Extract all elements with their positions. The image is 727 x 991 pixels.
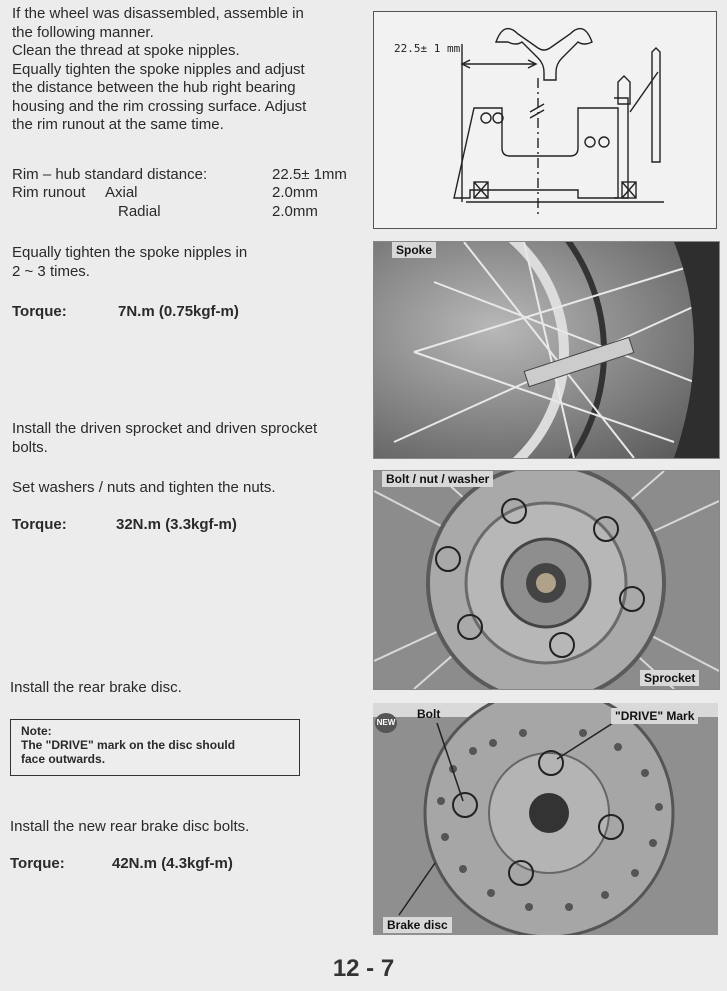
sprocket-step-line: bolts. <box>12 438 48 456</box>
disc-step-line2: Install the new rear brake disc bolts. <box>10 818 250 835</box>
spec-radial-label: Radial <box>118 203 161 220</box>
intro-line: the rim runout at the same time. <box>12 116 224 133</box>
brake-disc-photo <box>373 703 718 935</box>
intro-line: Equally tighten the spoke nipples and adjust <box>12 60 305 78</box>
disc-callout-disc: Brake disc <box>383 917 452 933</box>
spoke-torque <box>12 303 362 323</box>
spoke-step-text <box>12 244 362 281</box>
spoke-photo <box>373 241 720 459</box>
sprocket-step-line: Install the driven sprocket and driven sprocket <box>12 420 318 437</box>
spoke-photo-image <box>374 242 719 458</box>
brake-disc-photo-image <box>373 703 718 935</box>
spoke-callout: Spoke <box>392 242 436 258</box>
sprocket-step-line2: Set washers / nuts and tighten the nuts. <box>12 479 276 496</box>
intro-line: housing and the rim crossing surface. Adjust <box>12 97 307 115</box>
disc-callout-bolt: Bolt <box>417 707 441 721</box>
sprocket-photo-image <box>374 471 719 689</box>
note-box <box>10 719 300 776</box>
sprocket-step-text <box>12 420 362 457</box>
spoke-step-line: 2 ~ 3 times. <box>12 262 90 280</box>
intro-line: the distance between the hub right bearing <box>12 79 296 96</box>
page-number: 12 - 7 <box>332 955 395 982</box>
intro-line: the following manner. <box>12 23 154 41</box>
torque-value: 32N.m (3.3kgf-m) <box>116 516 237 533</box>
intro-line: Clean the thread at spoke nipples. <box>12 42 240 59</box>
spoke-step-line: Equally tighten the spoke nipples in <box>12 244 248 261</box>
torque-value: 42N.m (4.3kgf-m) <box>112 855 233 872</box>
disc-torque <box>10 855 360 875</box>
new-badge-label: NEW <box>376 718 396 727</box>
sprocket-photo <box>373 470 720 690</box>
sprocket-callout-top: Bolt / nut / washer <box>382 471 493 487</box>
disc-callout-drive: "DRIVE" Mark <box>611 708 698 724</box>
spec-radial-value: 2.0mm <box>272 203 318 220</box>
new-badge-icon <box>375 713 397 733</box>
intro-line: If the wheel was disassembled, assemble in <box>12 5 304 22</box>
note-title: Note: <box>21 724 52 738</box>
disc-step-line1: Install the rear brake disc. <box>10 679 182 696</box>
sprocket-callout-bottom: Sprocket <box>640 670 699 686</box>
hub-distance-diagram <box>373 11 717 229</box>
spec-distance-value: 22.5± 1mm <box>272 166 347 183</box>
spec-runout-label: Rim runout <box>12 184 86 201</box>
torque-label: Torque: <box>12 303 67 320</box>
note-line: The "DRIVE" mark on the disc should <box>21 738 236 752</box>
note-line: face outwards. <box>21 752 106 766</box>
intro-paragraph <box>12 5 362 135</box>
torque-value: 7N.m (0.75kgf-m) <box>118 303 239 320</box>
torque-label: Torque: <box>12 516 67 533</box>
sprocket-torque <box>12 516 362 536</box>
torque-label: Torque: <box>10 855 65 872</box>
spec-distance-label: Rim – hub standard distance: <box>12 166 208 183</box>
spec-axial-label: Axial <box>105 184 138 201</box>
spec-axial-value: 2.0mm <box>272 184 318 201</box>
dimension-label: 22.5± 1 mm <box>394 42 461 55</box>
